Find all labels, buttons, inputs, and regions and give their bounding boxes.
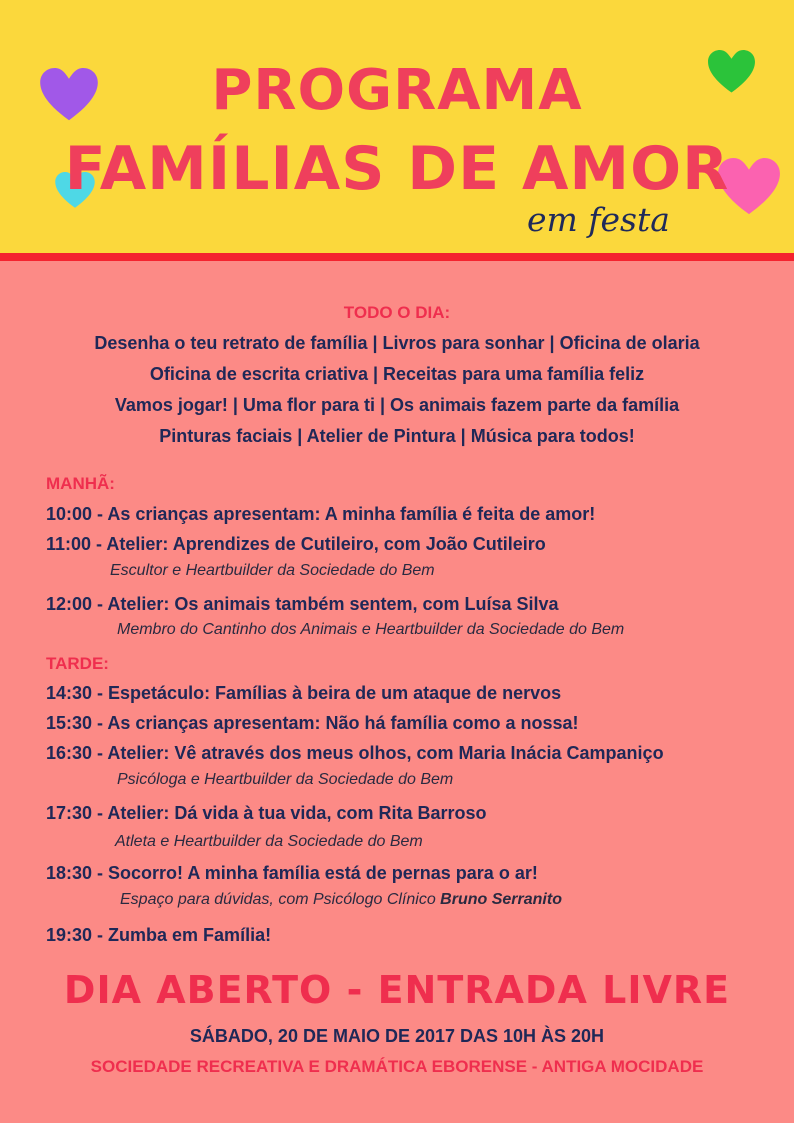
title-tagline: em festa	[527, 200, 670, 239]
schedule-item-note: Escultor e Heartbuilder da Sociedade do Bem	[110, 562, 435, 579]
schedule-item: 16:30 - Atelier: Vê através dos meus olhos, com Maria Inácia Campaniço	[46, 743, 664, 763]
schedule-item: 15:30 - As crianças apresentam: Não há família como a nossa!	[46, 713, 579, 733]
schedule-item: 19:30 - Zumba em Família!	[46, 925, 272, 945]
schedule-item-note: Psicóloga e Heartbuilder da Sociedade do Bem	[117, 771, 454, 788]
schedule-item: 10:00 - As crianças apresentam: A minha família é feita de amor!	[46, 504, 596, 524]
event-date: SÁBADO, 20 DE MAIO DE 2017 DAS 10H ÀS 20H	[189, 1026, 605, 1046]
schedule-item: 17:30 - Atelier: Dá vida à tua vida, com Rita Barroso	[46, 803, 487, 823]
header-banner	[0, 0, 794, 253]
header-divider	[0, 253, 794, 261]
afternoon-header: TARDE:	[46, 654, 109, 673]
all-day-line: Vamos jogar! | Uma flor para ti | Os animais fazem parte da família	[114, 395, 680, 415]
schedule-item: 11:00 - Atelier: Aprendizes de Cutileiro, com João Cutileiro	[46, 534, 546, 554]
morning-header: MANHÃ:	[46, 474, 115, 493]
schedule-item: 14:30 - Espetáculo: Famílias à beira de um ataque de nervos	[46, 683, 562, 703]
all-day-line: Pinturas faciais | Atelier de Pintura | Música para todos!	[159, 426, 635, 446]
schedule-item-note	[120, 891, 562, 909]
all-day-line: Desenha o teu retrato de família | Livros para sonhar | Oficina de olaria	[94, 333, 700, 353]
schedule-item-note: Membro do Cantinho dos Animais e Heartbuilder da Sociedade do Bem	[117, 621, 625, 638]
all-day-line: Oficina de escrita criativa | Receitas para uma família feliz	[149, 364, 645, 384]
open-day-banner: DIA ABERTO - ENTRADA LIVRE	[63, 968, 731, 1012]
schedule-item: 12:00 - Atelier: Os animais também sentem, com Luísa Silva	[46, 594, 559, 614]
event-venue: SOCIEDADE RECREATIVA E DRAMÁTICA EBORENSE - ANTIGA MOCIDADE	[90, 1057, 704, 1076]
note-text: Espaço para dúvidas, com Psicólogo Clínico	[120, 891, 441, 908]
title-line-1: PROGRAMA	[211, 58, 583, 123]
title-line-2: FAMÍLIAS DE AMOR	[64, 134, 730, 204]
schedule-item: 18:30 - Socorro! A minha família está de pernas para o ar!	[46, 863, 538, 883]
note-name: Bruno Serranito	[440, 891, 562, 908]
all-day-header: TODO O DIA:	[343, 303, 451, 322]
schedule-item-note: Atleta e Heartbuilder da Sociedade do Bem	[115, 833, 423, 850]
